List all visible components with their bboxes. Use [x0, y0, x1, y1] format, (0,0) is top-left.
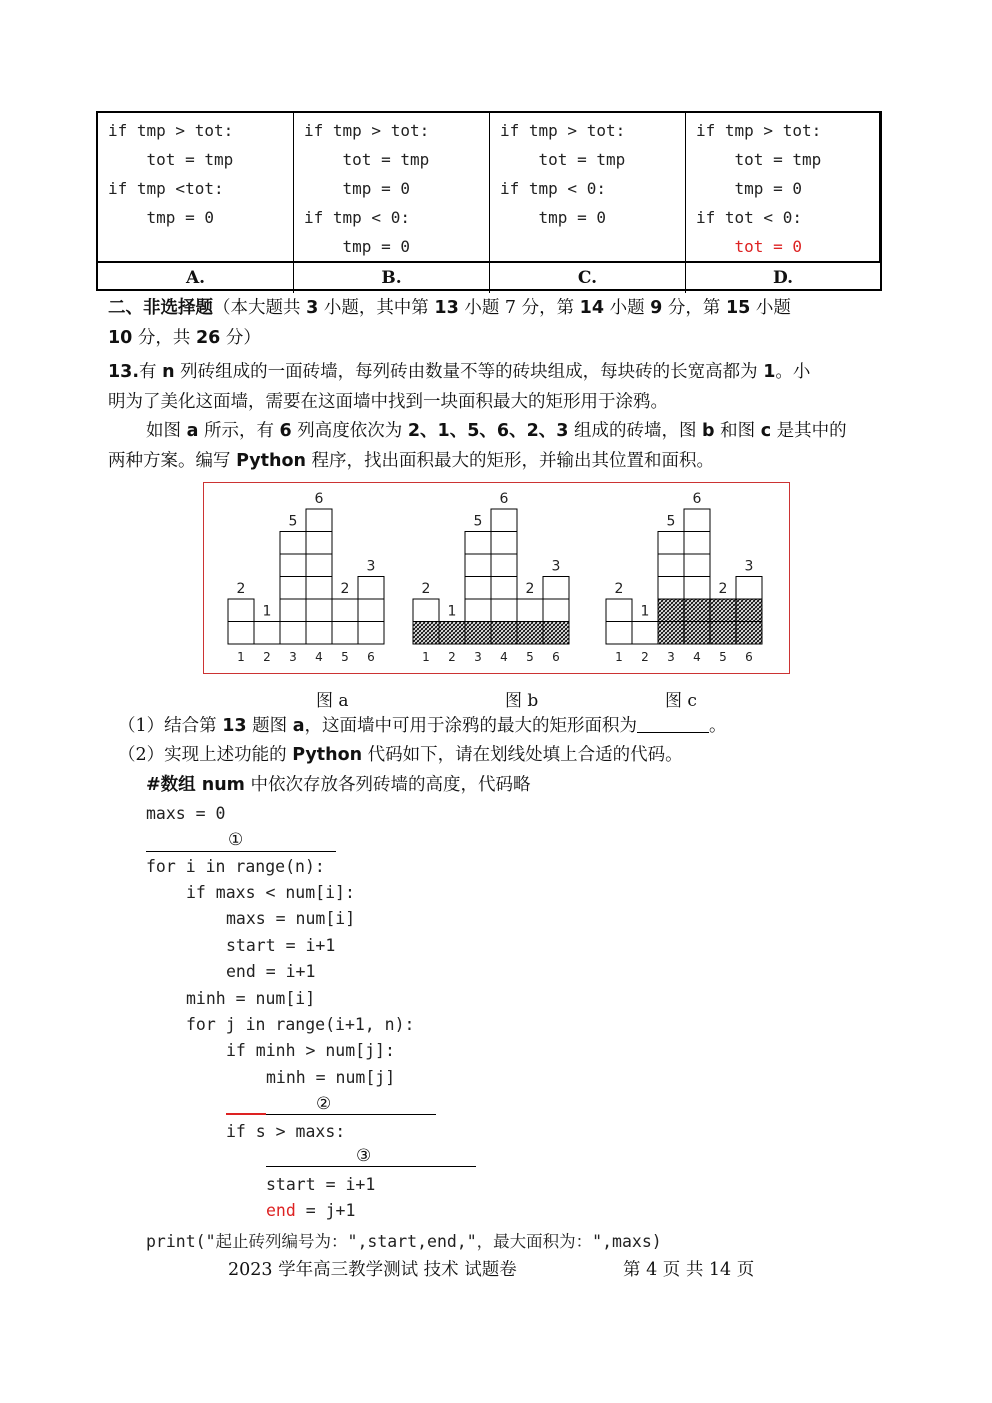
- code-line-start-2: start = i+1: [266, 1175, 376, 1194]
- code-line-end-2: [266, 1201, 355, 1220]
- height-label-b-4: 6: [499, 491, 509, 507]
- height-label-a-5: 2: [340, 581, 350, 597]
- section-heading: 二、非选择题: [108, 298, 213, 318]
- code-line-print: print("起止砖列编号为：",start,end,"，最大面积为：",maxs): [146, 1232, 662, 1251]
- code-line-maxs: maxs = 0: [146, 804, 226, 823]
- option-a-code: [98, 113, 294, 261]
- code-line-set-maxs: maxs = num[i]: [226, 909, 356, 928]
- sub-question-2: [118, 740, 683, 770]
- q13-text-3a: 如图: [146, 421, 187, 441]
- q13-six: 6: [279, 421, 292, 441]
- sub1-text-d: 。: [709, 716, 727, 736]
- option-d-line-3: tmp = 0: [696, 179, 802, 198]
- brick-c-col3-row5: [658, 532, 684, 555]
- option-b-line-5: tmp = 0: [304, 237, 410, 256]
- brick-b-col4-row5: [491, 532, 517, 555]
- blank-2-red-mark: [226, 1113, 266, 1115]
- section-count: 3: [306, 298, 319, 318]
- height-label-c-6: 3: [744, 558, 754, 575]
- sub1-q: 13: [222, 716, 247, 736]
- q13-line-4: [108, 446, 714, 476]
- column-label-a-3: 3: [289, 650, 297, 664]
- column-label-a-2: 2: [263, 650, 271, 664]
- brick-c-col1-row1: [606, 622, 632, 645]
- code-comment-b: num: [201, 775, 245, 795]
- brick-b-col1-row2: [413, 599, 439, 622]
- brick-a-col4-row3: [306, 577, 332, 600]
- column-label-a-4: 4: [315, 650, 323, 664]
- column-label-b-3: 3: [474, 650, 482, 664]
- height-label-b-5: 2: [525, 581, 535, 597]
- column-label-c-4: 4: [693, 650, 701, 664]
- code-line-end: end = i+1: [226, 962, 316, 981]
- option-c-line-2: tot = tmp: [500, 150, 626, 169]
- q13-text-1c: 。小: [775, 362, 811, 382]
- brick-a-col4-row6: [306, 509, 332, 532]
- column-label-c-5: 5: [719, 650, 727, 664]
- option-b-line-4: if tmp < 0:: [304, 208, 410, 227]
- section-desc-2: 小题，其中第: [318, 298, 435, 318]
- brick-b-col4-row2: [491, 599, 517, 622]
- section-q15: 15: [725, 298, 751, 318]
- brick-c-col4-row5: [684, 532, 710, 555]
- brick-b-col6-row3: [543, 577, 569, 600]
- option-b-line-2: tot = tmp: [304, 150, 430, 169]
- brick-b-col6-row2: [543, 599, 569, 622]
- column-label-a-6: 6: [367, 650, 375, 664]
- sub1-text-c: ，这面墙中可用于涂鸦的最大的矩形面积为: [304, 716, 638, 736]
- column-label-b-5: 5: [526, 650, 534, 664]
- section-p15: 10: [108, 328, 133, 348]
- section-q13: 13: [434, 298, 459, 318]
- brick-a-col1-row1: [228, 622, 254, 645]
- sub2-python: Python: [292, 745, 363, 765]
- code-end-keyword: end: [266, 1201, 296, 1220]
- options-table: [96, 111, 882, 291]
- option-d-line-2: tot = tmp: [696, 150, 822, 169]
- option-c-label[interactable]: C.: [490, 263, 686, 293]
- brick-c-col4-row1: [684, 622, 710, 645]
- blank-2-number: ②: [316, 1094, 332, 1114]
- brick-a-col4-row5: [306, 532, 332, 555]
- q13-fig-a: a: [186, 421, 199, 441]
- height-label-b-2: 1: [447, 603, 457, 620]
- height-label-b-6: 3: [551, 558, 561, 575]
- section-p14: 9: [650, 298, 663, 318]
- brick-a-col5-row2: [332, 599, 358, 622]
- brick-c-col3-row1: [658, 622, 684, 645]
- brick-b-col3-row2: [465, 599, 491, 622]
- code-line-if-maxs: if maxs < num[i]:: [186, 883, 355, 902]
- option-d-label[interactable]: D.: [772, 268, 794, 288]
- brick-a-col6-row1: [358, 622, 384, 645]
- height-label-a-2: 1: [262, 603, 272, 620]
- brick-b-col3-row1: [465, 622, 491, 645]
- brick-b-col1-row1: [413, 622, 439, 645]
- brick-a-col1-row2: [228, 599, 254, 622]
- q13-text-4b: 程序，找出面积最大的矩形，并输出其位置和面积。: [305, 451, 714, 471]
- column-label-b-1: 1: [422, 650, 430, 664]
- brick-b-col5-row1: [517, 622, 543, 645]
- height-label-c-5: 2: [718, 581, 728, 597]
- sub1-answer-blank[interactable]: [637, 712, 709, 733]
- height-label-c-4: 6: [692, 491, 702, 507]
- blank-3-number: ③: [356, 1146, 372, 1166]
- brick-b-col3-row3: [465, 577, 491, 600]
- brick-c-col6-row3: [736, 577, 762, 600]
- brick-b-col3-row4: [465, 554, 491, 577]
- footer-title: 2023 学年高三教学测试 技术 试题卷: [228, 1260, 517, 1280]
- brick-wall-figure: [203, 482, 790, 674]
- brick-a-col5-row1: [332, 622, 358, 645]
- code-line-if-s: if s > maxs:: [226, 1122, 346, 1141]
- section-desc-7: 分，共: [132, 328, 196, 348]
- height-label-a-3: 5: [288, 513, 298, 530]
- q13-text-1a: 有: [139, 362, 163, 382]
- sub2-text-b: 代码如下，请在划线处填上合适的代码。: [362, 745, 683, 765]
- q13-python: Python: [236, 451, 306, 471]
- column-label-b-6: 6: [552, 650, 560, 664]
- option-b-line-1: if tmp > tot:: [304, 121, 430, 140]
- brick-c-col6-row1: [736, 622, 762, 645]
- option-c-line-1: if tmp > tot:: [500, 121, 626, 140]
- option-c-line-4: tmp = 0: [500, 208, 606, 227]
- option-b-line-3: tmp = 0: [304, 179, 410, 198]
- sub1-text-b: 题图: [246, 716, 293, 736]
- blank-1-line[interactable]: [146, 851, 336, 852]
- q13-line-2: 明为了美化这面墙，需要在这面墙中找到一块面积最大的矩形用于涂鸦。: [108, 392, 668, 412]
- code-line-minh: minh = num[i]: [186, 989, 316, 1008]
- brick-a-col3-row4: [280, 554, 306, 577]
- code-comment: [146, 770, 530, 800]
- brick-a-col4-row1: [306, 622, 332, 645]
- code-line-for-i: for i in range(n):: [146, 857, 325, 876]
- q13-one: 1: [763, 362, 776, 382]
- q13-line-3: [146, 416, 847, 446]
- q13-number: 13.: [108, 362, 140, 382]
- q13-text-3c: 列高度依次为: [291, 421, 408, 441]
- brick-b-col3-row5: [465, 532, 491, 555]
- sub-question-1: [118, 711, 727, 741]
- brick-a-col2-row1: [254, 622, 280, 645]
- brick-c-col3-row4: [658, 554, 684, 577]
- brick-c-col6-row2: [736, 599, 762, 622]
- brick-b-col4-row4: [491, 554, 517, 577]
- brick-wall-svg: [204, 483, 788, 672]
- section-heading-line-2: [108, 323, 261, 353]
- option-d-code: [686, 113, 880, 261]
- option-a-line-2: tot = tmp: [108, 150, 234, 169]
- q13-text-1b: 列砖组成的一面砖墙，每列砖由数量不等的砖块组成，每块砖的长宽高都为: [174, 362, 764, 382]
- q13-text-3b: 所示，有: [198, 421, 280, 441]
- brick-c-col4-row4: [684, 554, 710, 577]
- code-line-for-j: for j in range(i+1, n):: [186, 1015, 415, 1034]
- option-c-line-3: if tmp < 0:: [500, 179, 606, 198]
- brick-b-col4-row6: [491, 509, 517, 532]
- brick-b-col5-row2: [517, 599, 543, 622]
- q13-text-3f: 是其中的: [771, 421, 847, 441]
- brick-a-col3-row2: [280, 599, 306, 622]
- column-label-a-5: 5: [341, 650, 349, 664]
- brick-a-col6-row3: [358, 577, 384, 600]
- height-label-c-1: 2: [614, 581, 624, 597]
- height-label-a-6: 3: [366, 558, 376, 575]
- brick-a-col3-row1: [280, 622, 306, 645]
- brick-c-col4-row6: [684, 509, 710, 532]
- section-desc-1: （本大题共: [213, 298, 307, 318]
- brick-b-col4-row3: [491, 577, 517, 600]
- sub1-fig: a: [292, 716, 305, 736]
- height-label-b-1: 2: [421, 581, 431, 597]
- footer-page: 第 4 页 共 14 页: [623, 1260, 755, 1280]
- q13-fig-b: b: [702, 421, 715, 441]
- brick-b-col4-row1: [491, 622, 517, 645]
- code-comment-a: #数组: [146, 775, 202, 795]
- section-desc-6: 小题: [750, 298, 791, 318]
- height-label-c-3: 5: [666, 513, 676, 530]
- q13-heights: 2、1、5、6、2、3: [407, 421, 569, 441]
- column-label-c-3: 3: [667, 650, 675, 664]
- option-a-line-3: if tmp <tot:: [108, 179, 224, 198]
- code-end-value: = j+1: [295, 1201, 356, 1220]
- options-label-row: [98, 261, 880, 293]
- height-label-a-4: 6: [314, 491, 324, 507]
- brick-c-col5-row1: [710, 622, 736, 645]
- option-a-label[interactable]: A.: [98, 263, 294, 293]
- option-a-line-4: tmp = 0: [108, 208, 214, 227]
- brick-c-col4-row2: [684, 599, 710, 622]
- caption-fig-b: 图 b: [505, 691, 539, 711]
- brick-c-col1-row2: [606, 599, 632, 622]
- option-b-code: [294, 113, 490, 261]
- option-d-line-5: tot = 0: [696, 237, 802, 256]
- brick-a-col3-row5: [280, 532, 306, 555]
- section-heading-line-1: [108, 293, 791, 323]
- option-c-code: [490, 113, 686, 261]
- section-total: 26: [196, 328, 221, 348]
- brick-c-col5-row2: [710, 599, 736, 622]
- brick-b-col2-row1: [439, 622, 465, 645]
- section-desc-8: 分）: [220, 328, 261, 348]
- brick-c-col4-row3: [684, 577, 710, 600]
- column-label-c-6: 6: [745, 650, 753, 664]
- q13-fig-c: c: [760, 421, 772, 441]
- option-a-line-1: if tmp > tot:: [108, 121, 234, 140]
- column-label-a-1: 1: [237, 650, 245, 664]
- brick-a-col4-row2: [306, 599, 332, 622]
- section-q14: 14: [579, 298, 604, 318]
- column-label-b-4: 4: [500, 650, 508, 664]
- column-label-c-1: 1: [615, 650, 623, 664]
- q13-text-3d: 组成的砖墙，图: [568, 421, 703, 441]
- code-comment-c: 中依次存放各列砖墙的高度，代码略: [244, 775, 531, 795]
- column-label-b-2: 2: [448, 650, 456, 664]
- column-label-c-2: 2: [641, 650, 649, 664]
- code-line-set-minh: minh = num[j]: [266, 1068, 396, 1087]
- brick-c-col3-row3: [658, 577, 684, 600]
- brick-c-col2-row1: [632, 622, 658, 645]
- height-label-a-1: 2: [236, 581, 246, 597]
- section-desc-4: 小题: [604, 298, 651, 318]
- blank-3-line[interactable]: [266, 1166, 476, 1167]
- section-desc-5: 分，第: [662, 298, 726, 318]
- q13-text-4a: 两种方案。编写: [108, 451, 237, 471]
- caption-fig-a: 图 a: [316, 691, 349, 711]
- sub1-text-a: （1）结合第: [118, 716, 223, 736]
- q13-text-3e: 和图: [714, 421, 761, 441]
- brick-a-col4-row4: [306, 554, 332, 577]
- sub2-text-a: （2）实现上述功能的: [118, 745, 293, 765]
- code-line-start: start = i+1: [226, 936, 336, 955]
- brick-a-col6-row2: [358, 599, 384, 622]
- height-label-b-3: 5: [473, 513, 483, 530]
- code-line-if-minh: if minh > num[j]:: [226, 1041, 395, 1060]
- brick-b-col6-row1: [543, 622, 569, 645]
- blank-1-number: ①: [228, 830, 244, 850]
- option-d-line-1: if tmp > tot:: [696, 121, 822, 140]
- q13-line-1: [108, 357, 810, 387]
- option-d-line-4: if tot < 0:: [696, 208, 802, 227]
- section-desc-3: 小题 7 分，第: [458, 298, 580, 318]
- caption-fig-c: 图 c: [665, 691, 697, 711]
- height-label-c-2: 1: [640, 603, 650, 620]
- q13-n: n: [162, 362, 175, 382]
- brick-c-col3-row2: [658, 599, 684, 622]
- brick-a-col3-row3: [280, 577, 306, 600]
- option-b-label[interactable]: B.: [294, 263, 490, 293]
